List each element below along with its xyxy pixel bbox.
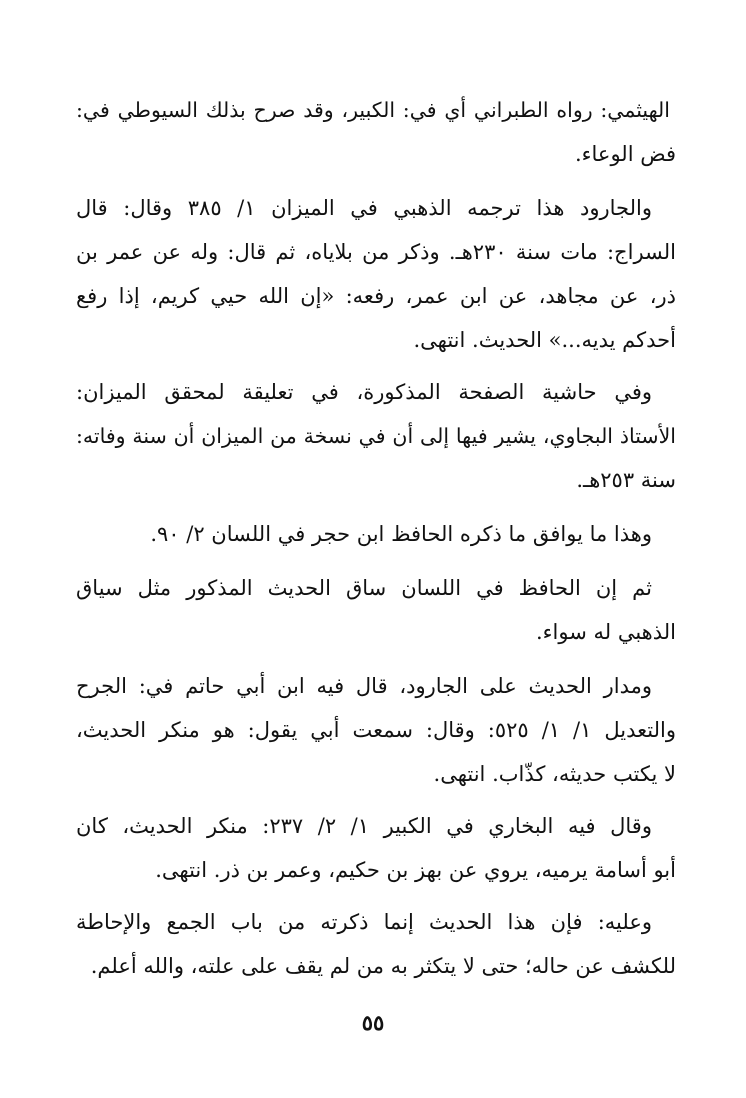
text-line: وقال فيه البخاري في الكبير ١/ ٢/ ٢٣٧: منكر الحديث، كان xyxy=(76,814,652,838)
text-line: أبو أسامة يرميه، يروي عن بهز بن حكيم، وعمر بن ذر. انتهى. xyxy=(155,858,676,882)
text-line: السراج: مات سنة ٢٣٠هـ. وذكر من بلاياه، ثم قال: وله عن عمر بن xyxy=(76,240,676,264)
text-line: والتعديل ١/ ١/ ٥٢٥: وقال: سمعت أبي يقول: هو منكر الحديث، xyxy=(76,718,676,742)
paragraph-conclusion xyxy=(76,900,676,988)
paragraph-bukhari xyxy=(76,804,676,892)
paragraph-ibn-hajar xyxy=(76,512,676,556)
text-line: لا يكتب حديثه، كذّاب. انتهى. xyxy=(433,762,676,786)
paragraph-hashiya xyxy=(76,370,676,502)
text-line: أحدكم يديه...» الحديث. انتهى. xyxy=(413,328,676,352)
text-line: والجارود هذا ترجمه الذهبي في الميزان ١/ ٣٨٥ وقال: قال xyxy=(76,196,652,220)
paragraph-haythami xyxy=(76,88,676,176)
text-line: الهيثمي: رواه الطبراني أي في: الكبير، وقد صرح بذلك السيوطي في: xyxy=(76,98,670,122)
text-line: ومدار الحديث على الجارود، قال فيه ابن أبي حاتم في: الجرح xyxy=(76,674,652,698)
page-number: ٥٥ xyxy=(361,1010,385,1035)
text-line: فض الوعاء. xyxy=(574,142,676,166)
text-line: وعليه: فإن هذا الحديث إنما ذكرته من باب الجمع والإحاطة xyxy=(76,910,652,934)
text-line: ثم إن الحافظ في اللسان ساق الحديث المذكور مثل سياق xyxy=(76,576,652,600)
text-line: سنة ٢٥٣هـ. xyxy=(576,468,676,492)
paragraph-lisan xyxy=(76,566,676,654)
paragraph-jarud-mizan xyxy=(76,186,676,362)
text-line: ذر، عن مجاهد، عن ابن عمر، رفعه: «إن الله حيي كريم، إذا رفع xyxy=(76,284,676,308)
text-line: الذهبي له سواء. xyxy=(535,620,676,644)
text-line: وفي حاشية الصفحة المذكورة، في تعليقة لمحقق الميزان: xyxy=(76,380,652,404)
text-line: وهذا ما يوافق ما ذكره الحافظ ابن حجر في اللسان ٢/ ٩٠. xyxy=(150,522,652,546)
text-line: الأستاذ البجاوي، يشير فيها إلى أن في نسخة من الميزان أن سنة وفاته: xyxy=(76,424,676,448)
text-line: للكشف عن حاله؛ حتى لا يتكثر به من لم يقف على علته، والله أعلم. xyxy=(90,954,676,978)
paragraph-madar xyxy=(76,664,676,796)
